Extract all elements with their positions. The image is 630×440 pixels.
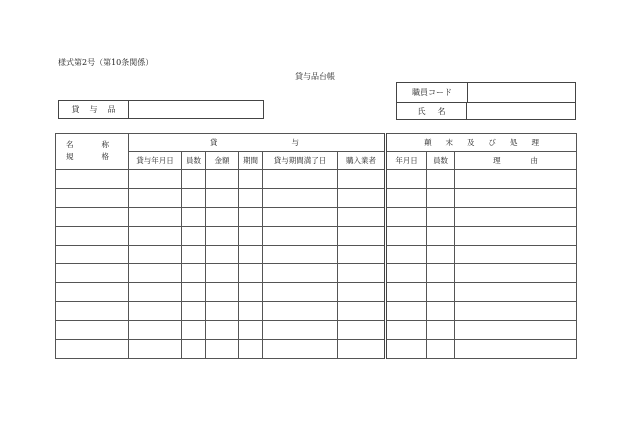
table-row	[56, 283, 577, 302]
table-cell[interactable]	[56, 245, 129, 264]
table-cell[interactable]	[338, 340, 386, 359]
col-amount: 金額	[206, 152, 239, 170]
table-cell[interactable]	[455, 264, 577, 283]
spec-header-label: 規格	[66, 152, 137, 161]
col-lend-date: 貸与年月日	[129, 152, 182, 170]
table-cell[interactable]	[427, 226, 455, 245]
table-row	[56, 340, 577, 359]
table-cell[interactable]	[129, 340, 182, 359]
table-cell[interactable]	[56, 302, 129, 321]
table-cell[interactable]	[56, 226, 129, 245]
table-cell[interactable]	[206, 264, 239, 283]
table-cell[interactable]	[56, 188, 129, 207]
staff-name-field[interactable]	[467, 102, 575, 120]
table-cell[interactable]	[182, 321, 206, 340]
staff-code-label: 職員コード	[397, 83, 468, 102]
table-cell[interactable]	[182, 207, 206, 226]
lending-group-header: 貸与	[129, 134, 386, 152]
table-cell[interactable]	[206, 188, 239, 207]
disposal-group-header: 顛末及び処理	[386, 134, 577, 152]
table-row	[56, 321, 577, 340]
table-cell[interactable]	[427, 170, 455, 189]
table-cell[interactable]	[129, 226, 182, 245]
table-cell[interactable]	[239, 170, 263, 189]
table-cell[interactable]	[239, 207, 263, 226]
page-title: 貸与品台帳	[295, 72, 335, 81]
table-cell[interactable]	[427, 321, 455, 340]
table-cell[interactable]	[386, 321, 427, 340]
table-row	[56, 170, 577, 189]
table-cell[interactable]	[338, 302, 386, 321]
table-cell[interactable]	[386, 207, 427, 226]
table-cell[interactable]	[182, 188, 206, 207]
table-cell[interactable]	[427, 264, 455, 283]
table-cell[interactable]	[56, 170, 129, 189]
table-cell[interactable]	[206, 226, 239, 245]
name-spec-header	[56, 134, 137, 170]
table-cell[interactable]	[427, 340, 455, 359]
table-row	[56, 188, 577, 207]
table-cell[interactable]	[206, 340, 239, 359]
table-cell[interactable]	[263, 321, 338, 340]
table-cell[interactable]	[239, 188, 263, 207]
table-cell[interactable]	[338, 188, 386, 207]
table-cell[interactable]	[239, 321, 263, 340]
col-disposal-date: 年月日	[386, 152, 427, 170]
table-cell[interactable]	[182, 283, 206, 302]
staff-name-row	[397, 102, 575, 120]
table-cell[interactable]	[182, 302, 206, 321]
table-cell[interactable]	[455, 321, 577, 340]
table-cell[interactable]	[206, 245, 239, 264]
ledger-table	[55, 133, 577, 359]
table-cell[interactable]	[263, 226, 338, 245]
table-cell[interactable]	[455, 302, 577, 321]
table-cell[interactable]	[455, 226, 577, 245]
table-cell[interactable]	[129, 245, 182, 264]
table-cell[interactable]	[263, 302, 338, 321]
table-cell[interactable]	[386, 245, 427, 264]
table-cell[interactable]	[239, 302, 263, 321]
table-cell[interactable]	[129, 170, 182, 189]
table-cell[interactable]	[206, 207, 239, 226]
table-cell[interactable]	[206, 170, 239, 189]
table-row	[56, 264, 577, 283]
col-reason: 理由	[455, 152, 577, 170]
col-expiry-date: 貸与期間満了日	[263, 152, 338, 170]
table-cell[interactable]	[56, 283, 129, 302]
table-cell[interactable]	[129, 283, 182, 302]
table-cell[interactable]	[56, 340, 129, 359]
table-cell[interactable]	[239, 264, 263, 283]
table-cell[interactable]	[56, 207, 129, 226]
table-row	[56, 226, 577, 245]
table-cell[interactable]	[182, 264, 206, 283]
table-cell[interactable]	[263, 170, 338, 189]
table-cell[interactable]	[263, 340, 338, 359]
table-row	[56, 207, 577, 226]
col-vendor: 購入業者	[338, 152, 386, 170]
table-cell[interactable]	[386, 170, 427, 189]
table-cell[interactable]	[455, 188, 577, 207]
item-label: 貸与品	[59, 101, 129, 118]
table-cell[interactable]	[182, 245, 206, 264]
table-cell[interactable]	[455, 283, 577, 302]
table-cell[interactable]	[338, 245, 386, 264]
table-cell[interactable]	[182, 170, 206, 189]
col-quantity: 員数	[182, 152, 206, 170]
table-cell[interactable]	[263, 283, 338, 302]
col-disposal-quantity: 員数	[427, 152, 455, 170]
table-cell[interactable]	[338, 170, 386, 189]
table-cell[interactable]	[206, 283, 239, 302]
name-header-label: 名称	[66, 140, 137, 149]
table-cell[interactable]	[386, 340, 427, 359]
table-cell[interactable]	[338, 321, 386, 340]
item-box	[58, 100, 264, 119]
table-cell[interactable]	[427, 245, 455, 264]
table-cell[interactable]	[182, 340, 206, 359]
staff-code-field[interactable]	[467, 83, 575, 102]
table-cell[interactable]	[386, 188, 427, 207]
item-field[interactable]	[129, 101, 263, 118]
table-row	[56, 302, 577, 321]
table-cell[interactable]	[455, 340, 577, 359]
table-cell[interactable]	[129, 264, 182, 283]
table-cell[interactable]	[427, 207, 455, 226]
table-cell[interactable]	[263, 207, 338, 226]
table-cell[interactable]	[455, 170, 577, 189]
table-cell[interactable]	[129, 302, 182, 321]
table-cell[interactable]	[386, 283, 427, 302]
table-cell[interactable]	[386, 264, 427, 283]
table-cell[interactable]	[56, 321, 129, 340]
table-cell[interactable]	[239, 283, 263, 302]
table-cell[interactable]	[338, 207, 386, 226]
table-cell[interactable]	[263, 245, 338, 264]
table-cell[interactable]	[129, 207, 182, 226]
col-period: 期間	[239, 152, 263, 170]
table-cell[interactable]	[338, 226, 386, 245]
table-cell[interactable]	[239, 226, 263, 245]
table-cell[interactable]	[427, 188, 455, 207]
table-cell[interactable]	[263, 188, 338, 207]
table-cell[interactable]	[56, 264, 129, 283]
table-cell[interactable]	[455, 207, 577, 226]
staff-code-row	[397, 83, 575, 103]
table-cell[interactable]	[263, 264, 338, 283]
table-cell[interactable]	[427, 283, 455, 302]
table-cell[interactable]	[182, 226, 206, 245]
table-cell[interactable]	[129, 188, 182, 207]
table-cell[interactable]	[338, 283, 386, 302]
table-cell[interactable]	[129, 321, 182, 340]
table-row	[56, 245, 577, 264]
form-number: 様式第2号（第10条関係）	[58, 58, 154, 67]
table-cell[interactable]	[338, 264, 386, 283]
staff-box	[396, 82, 576, 120]
table-cell[interactable]	[386, 302, 427, 321]
table-cell[interactable]	[455, 245, 577, 264]
table-cell[interactable]	[386, 226, 427, 245]
table-cell[interactable]	[239, 340, 263, 359]
staff-name-label: 氏名	[397, 102, 467, 120]
table-cell[interactable]	[206, 302, 239, 321]
table-cell[interactable]	[427, 302, 455, 321]
table-cell[interactable]	[206, 321, 239, 340]
table-cell[interactable]	[239, 245, 263, 264]
